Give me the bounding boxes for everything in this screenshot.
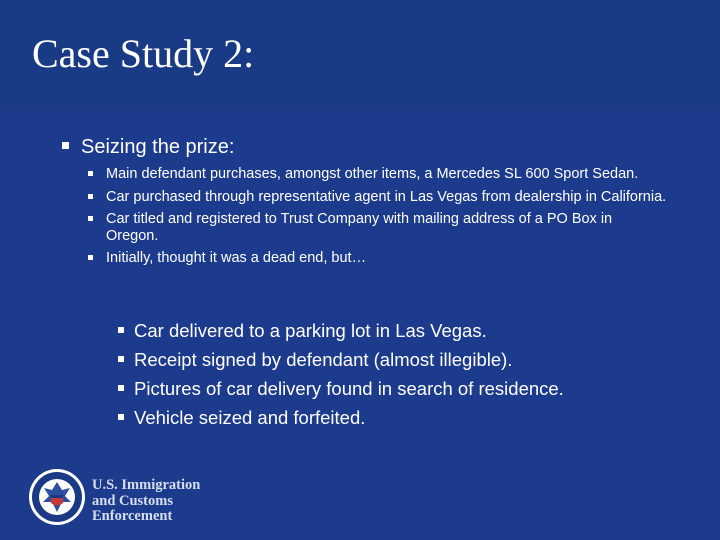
bullet-square-icon [118, 356, 124, 362]
sub-bullet-text: Initially, thought it was a dead end, but… [106, 250, 367, 266]
detail-bullet-text: Car delivered to a parking lot in Las Vegas. [134, 320, 487, 341]
sub-bullet [88, 189, 668, 206]
sub-bullet [88, 250, 668, 267]
bullet-square-icon [88, 171, 93, 176]
detail-bullet-text: Pictures of car delivery found in search of residence. [134, 378, 564, 399]
dhs-seal-icon [28, 468, 86, 526]
detail-bullet [118, 374, 678, 403]
agency-line: U.S. Immigration [92, 477, 201, 493]
sub-bullet [88, 211, 668, 244]
detail-bullet [118, 403, 678, 432]
bullet-square-icon [88, 216, 93, 221]
agency-line: Enforcement [92, 508, 173, 524]
sub-bullet-text: Car purchased through representative agent in Las Vegas from dealership in California. [106, 188, 667, 205]
bullet-square-icon [118, 414, 124, 420]
agency-logo [28, 468, 218, 530]
sub-bullet-list [88, 166, 668, 273]
bullet-square-icon [88, 255, 93, 260]
bullet-square-icon [118, 385, 124, 391]
bullet-square-icon [118, 327, 124, 333]
heading-bullet [62, 136, 234, 159]
sub-bullet-text: Main defendant purchases, amongst other items, a Mercedes SL 600 Sport Sedan. [106, 166, 639, 182]
detail-bullet-list [118, 316, 678, 432]
bullet-square-icon [88, 194, 93, 199]
sub-bullet-text: Car titled and registered to Trust Company with mailing address of a PO Box in Oregon. [106, 211, 613, 244]
detail-bullet [118, 316, 678, 345]
detail-bullet-text: Receipt signed by defendant (almost illegible). [134, 349, 513, 370]
detail-bullet-text: Vehicle seized and forfeited. [134, 407, 366, 428]
detail-bullet [118, 345, 678, 374]
bullet-square-icon [62, 142, 69, 149]
slide-title: Case Study 2: [32, 31, 255, 76]
agency-line: and Customs [92, 492, 173, 509]
sub-bullet [88, 166, 668, 183]
heading-bullet-text: Seizing the prize: [81, 136, 235, 158]
agency-name [92, 478, 200, 525]
